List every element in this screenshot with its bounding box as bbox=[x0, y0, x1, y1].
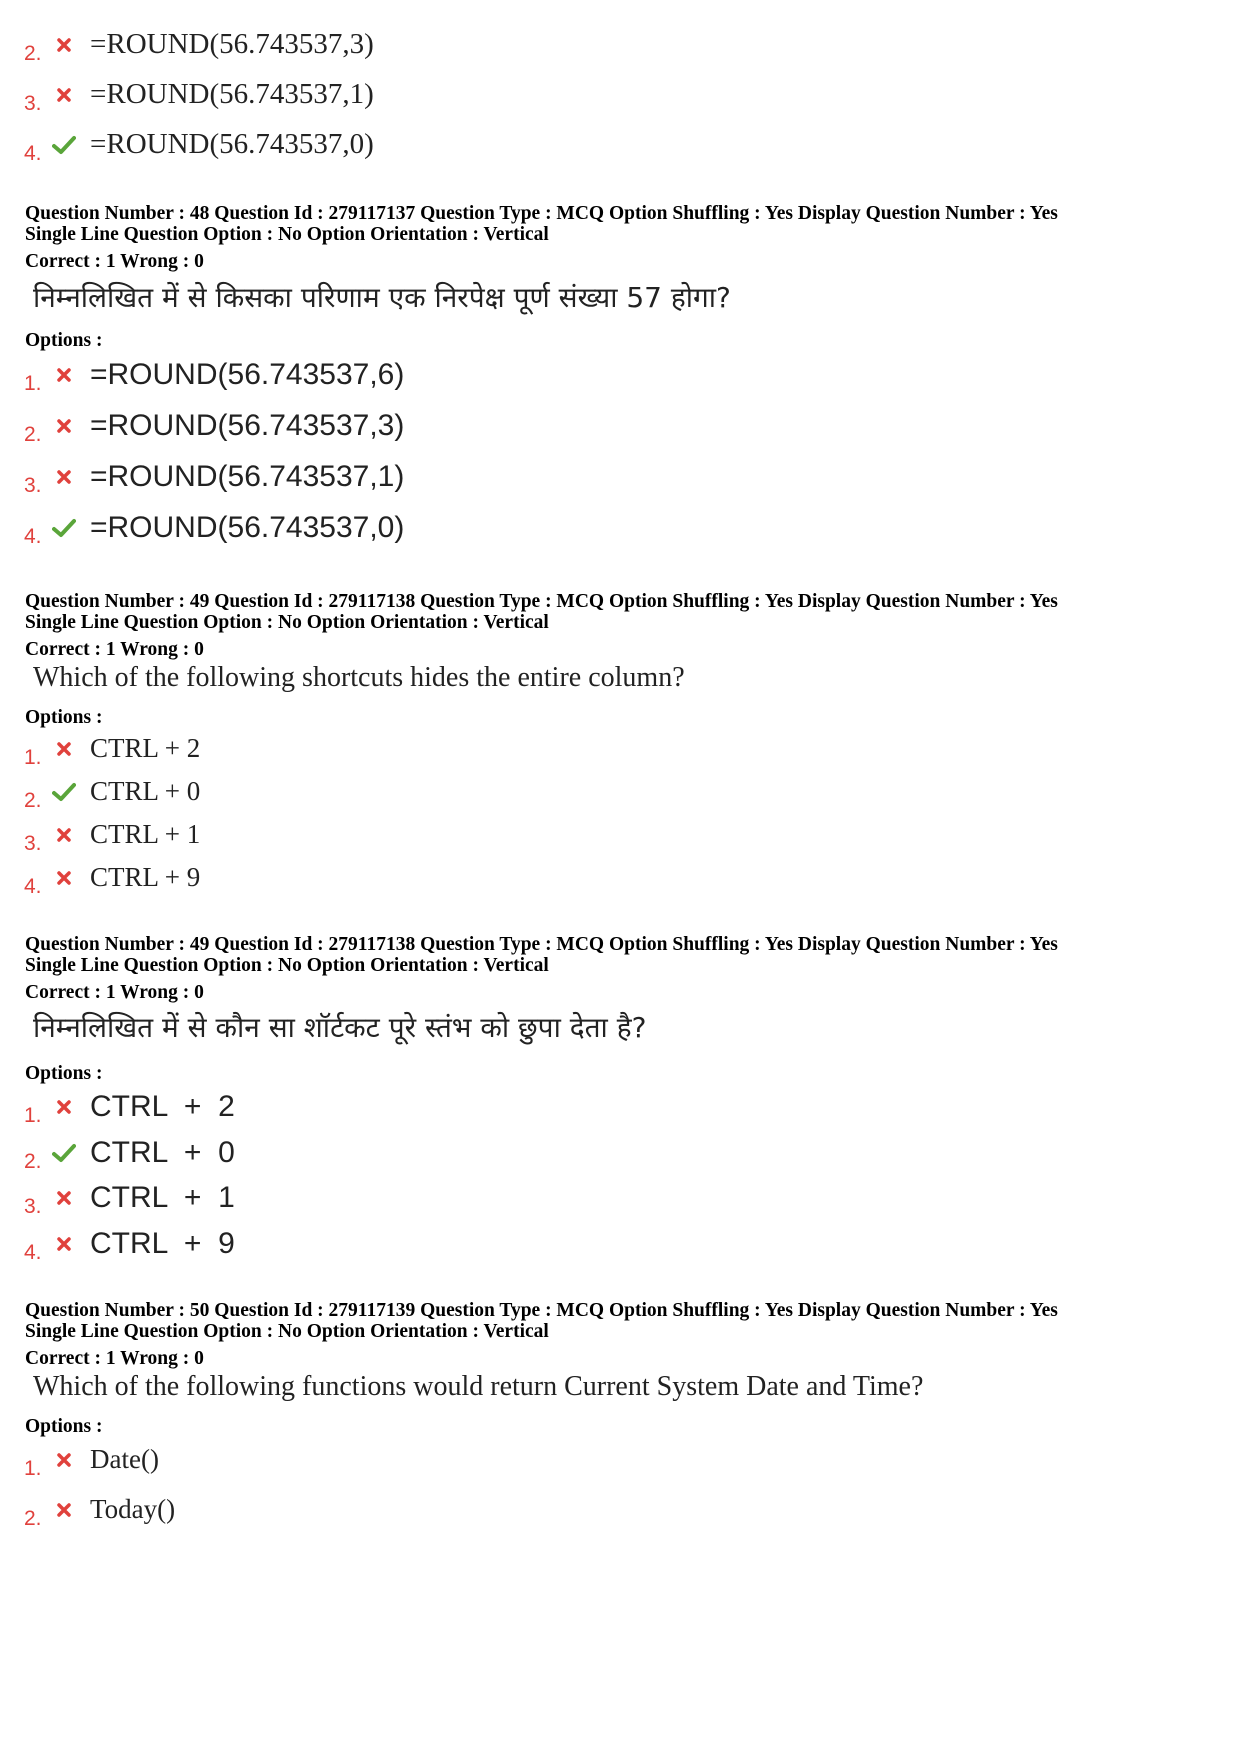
option-row bbox=[24, 1444, 159, 1480]
option-text: =ROUND(56.743537,1) bbox=[90, 460, 405, 493]
option-text: =ROUND(56.743537,3) bbox=[90, 28, 374, 60]
wrong-icon bbox=[50, 1191, 78, 1205]
correct-icon bbox=[50, 782, 78, 802]
meta-line-2: Single Line Question Option : No Option Orientation : Vertical bbox=[25, 612, 549, 633]
option-row bbox=[24, 128, 374, 165]
option-text: CTRL + 2 bbox=[90, 1090, 235, 1123]
option-number: 2. bbox=[24, 1506, 42, 1530]
correct-wrong: Correct : 1 Wrong : 0 bbox=[25, 982, 204, 1003]
options-label: Options : bbox=[25, 707, 103, 728]
wrong-icon bbox=[50, 88, 78, 102]
option-text: CTRL + 9 bbox=[90, 1227, 235, 1260]
question-text: निम्नलिखित में से कौन सा शॉर्टकट पूरे स्तंभ को छुपा देता है? bbox=[33, 1011, 647, 1044]
option-number: 4. bbox=[24, 525, 42, 548]
wrong-icon bbox=[50, 38, 78, 52]
option-row bbox=[24, 358, 405, 395]
option-text: =ROUND(56.743537,0) bbox=[90, 128, 374, 160]
wrong-icon bbox=[50, 871, 78, 885]
option-number: 3. bbox=[24, 91, 42, 115]
option-text: =ROUND(56.743537,3) bbox=[90, 409, 405, 442]
option-row bbox=[24, 733, 201, 769]
option-number: 2. bbox=[24, 423, 42, 446]
option-row bbox=[24, 1494, 176, 1530]
wrong-icon bbox=[50, 828, 78, 842]
option-text: Date() bbox=[90, 1444, 159, 1474]
option-row bbox=[24, 819, 201, 855]
question-meta bbox=[25, 934, 1058, 1003]
option-row bbox=[24, 409, 405, 446]
meta-line-2: Single Line Question Option : No Option Orientation : Vertical bbox=[25, 1321, 549, 1342]
options-label: Options : bbox=[25, 330, 103, 351]
option-text: CTRL + 9 bbox=[90, 862, 201, 892]
option-text: =ROUND(56.743537,1) bbox=[90, 78, 374, 110]
correct-wrong: Correct : 1 Wrong : 0 bbox=[25, 251, 204, 272]
option-number: 3. bbox=[24, 831, 42, 855]
option-row bbox=[24, 28, 374, 65]
option-row bbox=[24, 1227, 235, 1264]
option-number: 1. bbox=[24, 1104, 42, 1127]
meta-line-1: Question Number : 49 Question Id : 279117138 Question Type : MCQ Option Shuffling : Yes Display Question Number : Yes bbox=[25, 934, 1058, 955]
correct-icon bbox=[50, 518, 78, 538]
option-number: 1. bbox=[24, 1456, 42, 1480]
option-row bbox=[24, 1090, 235, 1127]
wrong-icon bbox=[50, 1453, 78, 1467]
option-number: 1. bbox=[24, 745, 42, 769]
option-row bbox=[24, 1181, 235, 1218]
correct-icon bbox=[50, 135, 78, 155]
meta-line-1: Question Number : 49 Question Id : 279117138 Question Type : MCQ Option Shuffling : Yes Display Question Number : Yes bbox=[25, 591, 1058, 612]
question-meta bbox=[25, 1300, 1058, 1369]
option-number: 3. bbox=[24, 1195, 42, 1218]
option-text: CTRL + 1 bbox=[90, 819, 201, 849]
option-text: CTRL + 0 bbox=[90, 776, 201, 806]
question-text: Which of the following functions would return Current System Date and Time? bbox=[33, 1371, 924, 1402]
correct-icon bbox=[50, 1143, 78, 1163]
wrong-icon bbox=[50, 1100, 78, 1114]
option-text: CTRL + 1 bbox=[90, 1181, 235, 1214]
option-number: 2. bbox=[24, 1150, 42, 1173]
option-text: CTRL + 0 bbox=[90, 1136, 235, 1169]
meta-line-1: Question Number : 50 Question Id : 279117139 Question Type : MCQ Option Shuffling : Yes Display Question Number : Yes bbox=[25, 1300, 1058, 1321]
wrong-icon bbox=[50, 1237, 78, 1251]
wrong-icon bbox=[50, 742, 78, 756]
wrong-icon bbox=[50, 470, 78, 484]
correct-wrong: Correct : 1 Wrong : 0 bbox=[25, 1348, 204, 1369]
question-text: Which of the following shortcuts hides the entire column? bbox=[33, 662, 685, 693]
meta-line-2: Single Line Question Option : No Option Orientation : Vertical bbox=[25, 224, 549, 245]
option-row bbox=[24, 511, 405, 548]
option-number: 3. bbox=[24, 474, 42, 497]
question-meta bbox=[25, 591, 1058, 660]
meta-line-2: Single Line Question Option : No Option Orientation : Vertical bbox=[25, 955, 549, 976]
wrong-icon bbox=[50, 419, 78, 433]
question-meta bbox=[25, 203, 1058, 272]
question-text: निम्नलिखित में से किसका परिणाम एक निरपेक्ष पूर्ण संख्या 57 होगा? bbox=[33, 281, 731, 314]
option-row bbox=[24, 862, 201, 898]
option-number: 2. bbox=[24, 788, 42, 812]
option-text: =ROUND(56.743537,0) bbox=[90, 511, 405, 544]
option-number: 4. bbox=[24, 141, 42, 165]
option-row bbox=[24, 1136, 235, 1173]
correct-wrong: Correct : 1 Wrong : 0 bbox=[25, 639, 204, 660]
option-row bbox=[24, 460, 405, 497]
option-row bbox=[24, 78, 374, 115]
options-label: Options : bbox=[25, 1063, 103, 1084]
option-text: CTRL + 2 bbox=[90, 733, 201, 763]
option-text: =ROUND(56.743537,6) bbox=[90, 358, 405, 391]
option-number: 2. bbox=[24, 41, 42, 65]
wrong-icon bbox=[50, 368, 78, 382]
option-number: 4. bbox=[24, 874, 42, 898]
option-number: 1. bbox=[24, 372, 42, 395]
meta-line-1: Question Number : 48 Question Id : 279117137 Question Type : MCQ Option Shuffling : Yes Display Question Number : Yes bbox=[25, 203, 1058, 224]
option-row bbox=[24, 776, 201, 812]
options-label: Options : bbox=[25, 1416, 103, 1437]
option-number: 4. bbox=[24, 1241, 42, 1264]
option-text: Today() bbox=[90, 1494, 176, 1524]
wrong-icon bbox=[50, 1503, 78, 1517]
